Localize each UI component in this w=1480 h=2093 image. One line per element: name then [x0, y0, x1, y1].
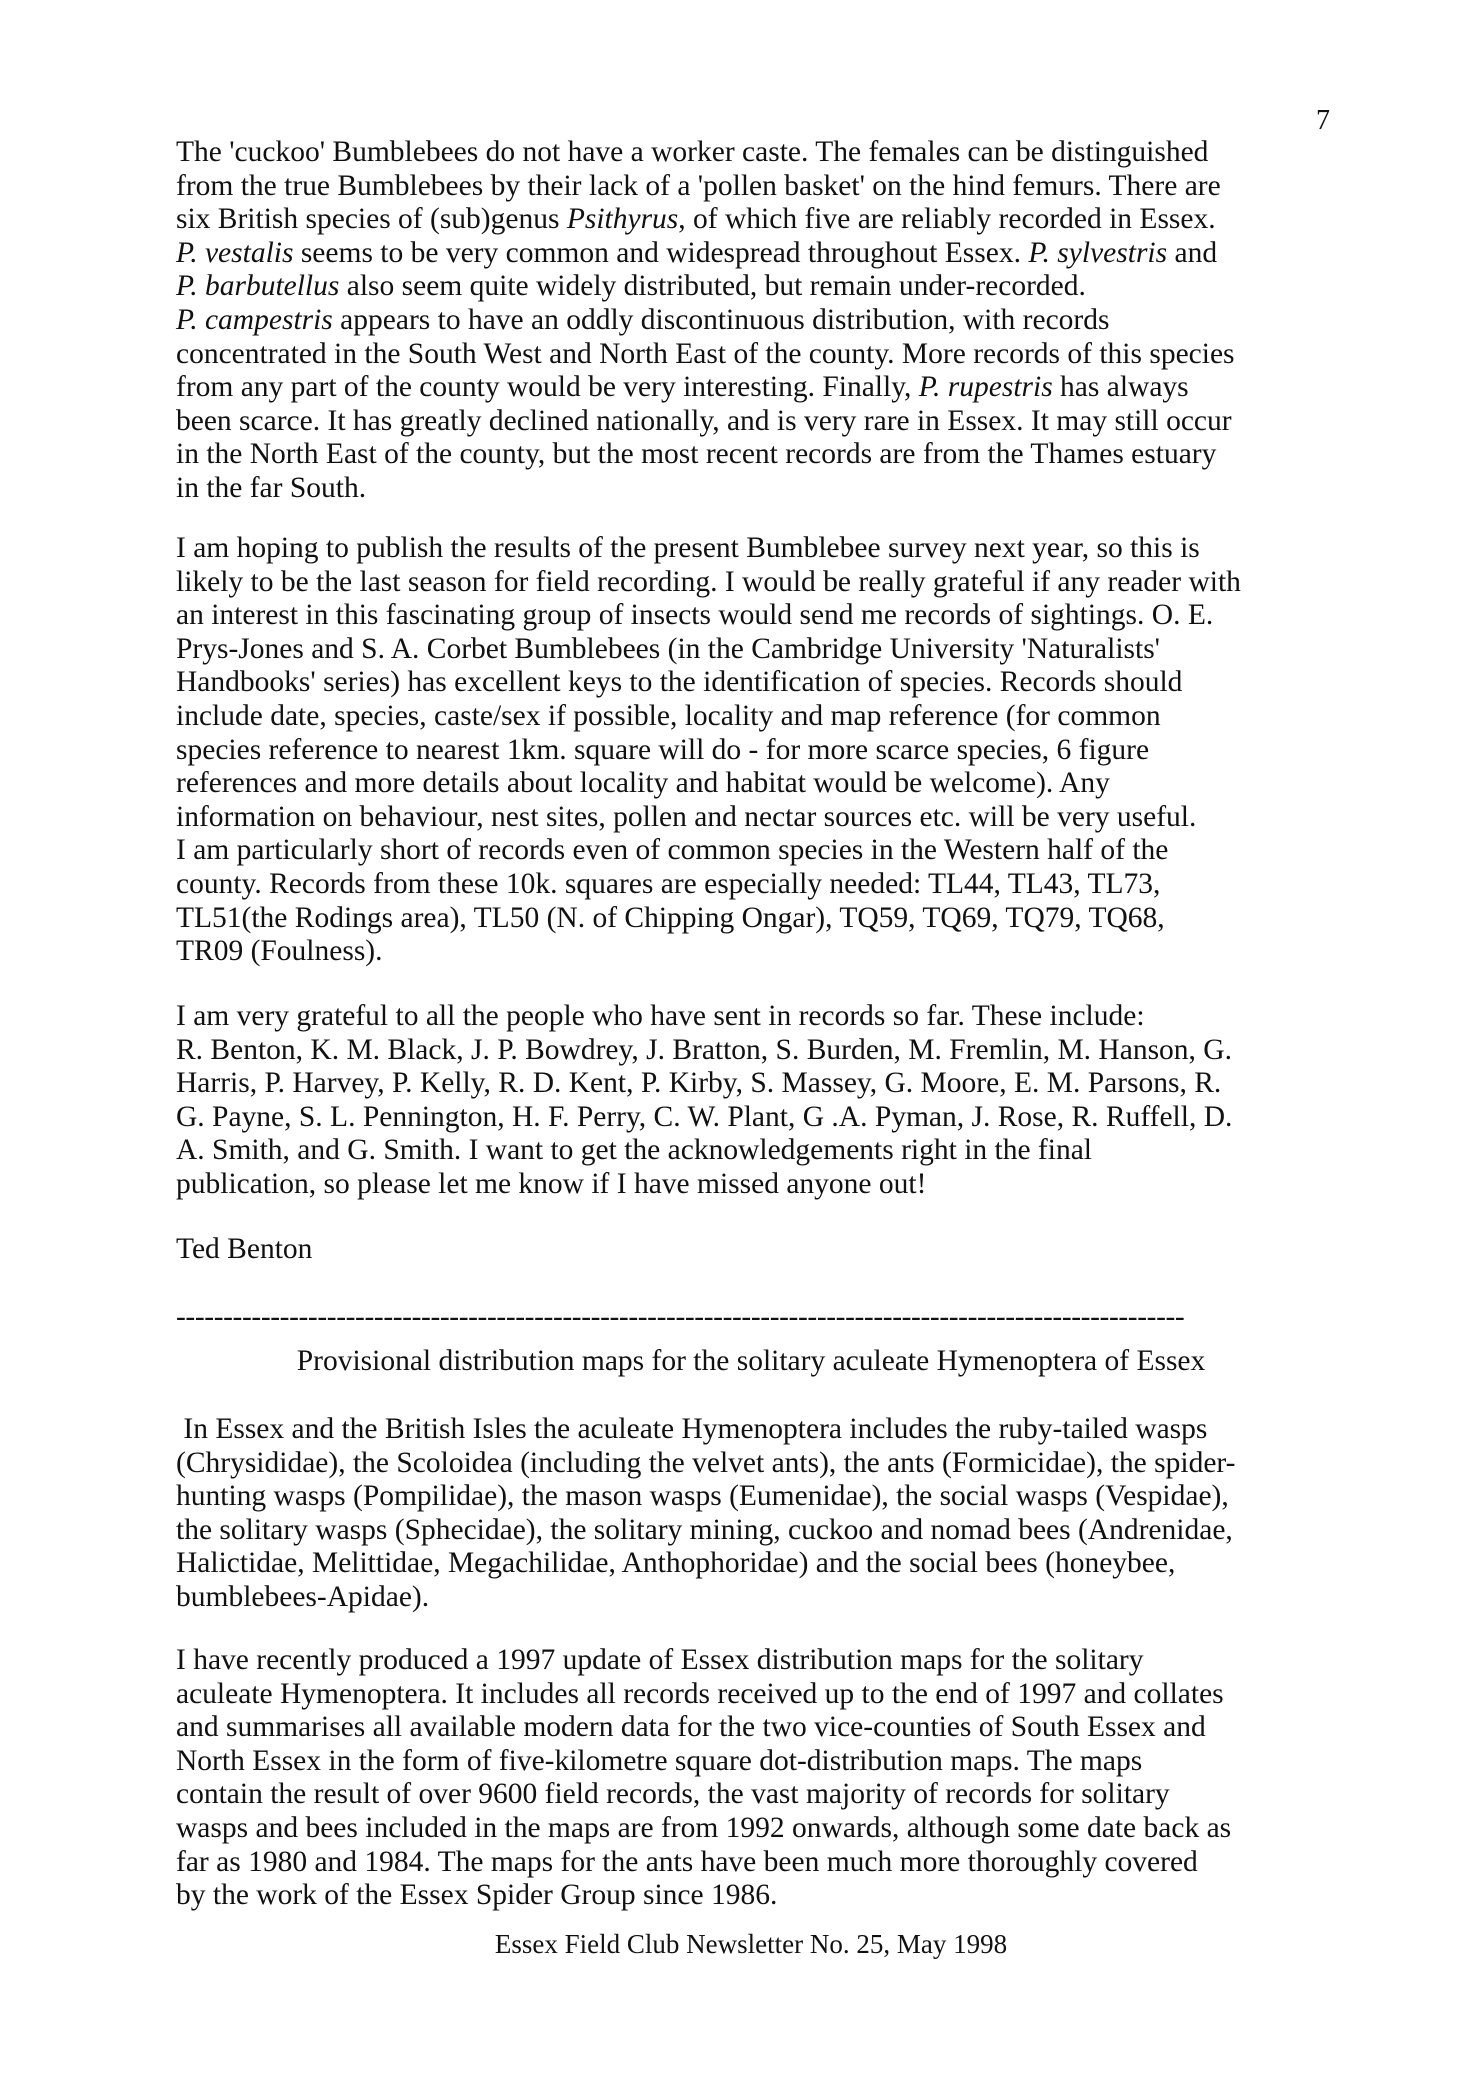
section-divider: ----------------------------------------------------------------------------------------------------------- [176, 1301, 1185, 1333]
species-name: P. rupestris [918, 371, 1053, 404]
survey-paragraph [176, 532, 1356, 969]
text-line: in the far South. [176, 471, 367, 504]
text-line: I am hoping to publish the results of the present Bumblebee survey next year, so this is [176, 532, 1200, 564]
text-line: bumblebees-Apidae). [176, 1580, 430, 1613]
text-line: likely to be the last season for field recording. I would be really grateful if any reader with [176, 565, 1241, 598]
text-line: TL51(the Rodings area), TL50 (N. of Chipping Ongar), TQ59, TQ69, TQ79, TQ68, [176, 901, 1165, 934]
text-line: an interest in this fascinating group of insects would send me records of sightings. O. E. [176, 599, 1214, 632]
text-line: Prys-Jones and S. A. Corbet Bumblebees (in the Cambridge University 'Naturalists' [176, 632, 1161, 665]
text-line: been scarce. It has greatly declined nationally, and is very rare in Essex. It may still occur [176, 404, 1232, 437]
text-line: contain the result of over 9600 field records, the vast majority of records for solitary [176, 1778, 1170, 1811]
text-line: from the true Bumblebees by their lack of a 'pollen basket' on the hind femurs. There are [176, 169, 1221, 202]
text-line: by the work of the Essex Spider Group since 1986. [176, 1879, 778, 1912]
author-signature [176, 1233, 1356, 1267]
text-line [176, 371, 1356, 405]
text-line: species reference to nearest 1km. square will do - for more scarce species, 6 figure [176, 733, 1150, 766]
text-line [176, 203, 1356, 237]
text-line: Harris, P. Harvey, P. Kelly, R. D. Kent, P. Kirby, S. Massey, G. Moore, E. M. Parsons, R. [176, 1067, 1222, 1100]
text-line: hunting wasps (Pompilidae), the mason wasps (Eumenidae), the social wasps (Vespidae), [176, 1480, 1229, 1513]
text-line: the solitary wasps (Sphecidae), the solitary mining, cuckoo and nomad bees (Andrenidae, [176, 1513, 1233, 1546]
text-line: I am very grateful to all the people who have sent in records so far. These include: [176, 1000, 1145, 1032]
text-line: information on behaviour, nest sites, pollen and nectar sources etc. will be very useful. [176, 800, 1197, 833]
text-line: far as 1980 and 1984. The maps for the ants have been much more thoroughly covered [176, 1845, 1198, 1878]
text-line: and summarises all available modern data for the two vice-counties of South Essex and [176, 1711, 1206, 1744]
species-name: P. campestris [176, 303, 333, 336]
text-line: Handbooks' series) has excellent keys to the identification of species. Records should [176, 666, 1183, 699]
text-line [176, 304, 1356, 338]
text-run: appears to have an oddly discontinuous distribution, with records [332, 303, 1110, 336]
text-run: has always [1052, 371, 1189, 404]
species-name: P. sylvestris [1028, 236, 1168, 269]
text-line: include date, species, caste/sex if possible, locality and map reference (for common [176, 699, 1161, 732]
text-run: also seem quite widely distributed, but remain under-recorded. [339, 270, 1086, 303]
text-line: A. Smith, and G. Smith. I want to get the acknowledgements right in the final [176, 1134, 1092, 1167]
distribution-maps-paragraph [176, 1644, 1356, 1913]
text-run: and [1167, 236, 1218, 269]
text-line: publication, so please let me know if I have missed anyone out! [176, 1167, 927, 1200]
text-line: The 'cuckoo' Bumblebees do not have a worker caste. The females can be distinguished [176, 136, 1209, 168]
text-line: aculeate Hymenoptera. It includes all records received up to the end of 1997 and collates [176, 1677, 1224, 1710]
text-line: G. Payne, S. L. Pennington, H. F. Perry, C. W. Plant, G .A. Pyman, J. Rose, R. Ruffell, D. [176, 1100, 1233, 1133]
text-line: references and more details about locality and habitat would be welcome). Any [176, 767, 1110, 800]
newsletter-footer: Essex Field Club Newsletter No. 25, May 1998 [494, 1929, 1008, 1959]
page-number: 7 [1316, 105, 1330, 136]
text-line: I have recently produced a 1997 update of Essex distribution maps for the solitary [176, 1644, 1144, 1676]
text-run: six British species of (sub)genus [176, 203, 567, 236]
article-title: Provisional distribution maps for the solitary aculeate Hymenoptera of Essex [296, 1345, 1206, 1377]
signature-text: Ted Benton [176, 1233, 313, 1265]
text-run: from any part of the county would be very interesting. Finally, [176, 371, 919, 404]
text-run: , of which five are reliably recorded in Essex. [678, 203, 1216, 236]
text-line: In Essex and the British Isles the aculeate Hymenoptera includes the ruby-tailed wasps [176, 1413, 1208, 1445]
text-line: I am particularly short of records even of common species in the Western half of the [176, 834, 1169, 867]
text-line [176, 237, 1356, 271]
aculeate-intro-paragraph [176, 1413, 1356, 1615]
species-name: P. vestalis [176, 236, 294, 269]
text-line: county. Records from these 10k. squares are especially needed: TL44, TL43, TL73, [176, 867, 1161, 900]
text-line: in the North East of the county, but the most recent records are from the Thames estuary [176, 438, 1217, 471]
text-line: Halictidae, Melittidae, Megachilidae, Anthophoridae) and the social bees (honeybee, [176, 1547, 1176, 1580]
text-line: concentrated in the South West and North East of the county. More records of this species [176, 337, 1235, 370]
text-run: seems to be very common and widespread throughout Essex. [293, 236, 1029, 269]
text-line: North Essex in the form of five-kilometre square dot-distribution maps. The maps [176, 1744, 1143, 1777]
genus-name: Psithyrus [566, 203, 679, 236]
text-line: R. Benton, K. M. Black, J. P. Bowdrey, J. Bratton, S. Burden, M. Fremlin, M. Hanson, G. [176, 1033, 1232, 1066]
species-name: P. barbutellus [176, 270, 340, 303]
cuckoo-bumblebees-paragraph [176, 136, 1356, 506]
text-line [176, 270, 1356, 304]
text-line: (Chrysididae), the Scoloidea (including the velvet ants), the ants (Formicidae), the spider- [176, 1446, 1236, 1479]
text-line: wasps and bees included in the maps are from 1992 onwards, although some date back as [176, 1811, 1232, 1844]
text-line: TR09 (Foulness). [176, 935, 383, 968]
acknowledgements-paragraph [176, 1000, 1356, 1202]
